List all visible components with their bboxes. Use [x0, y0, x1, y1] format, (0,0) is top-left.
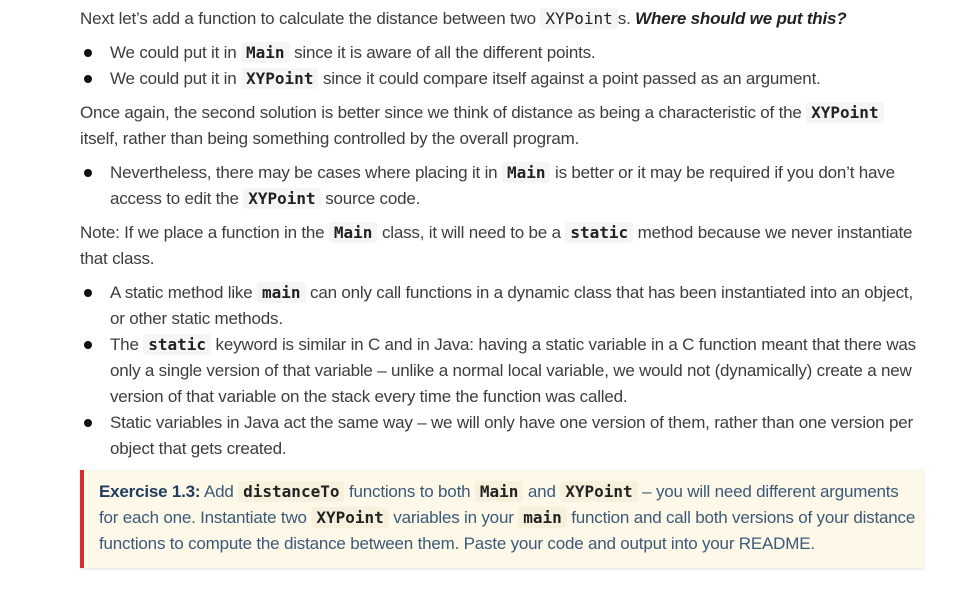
note-paragraph: Note: If we place a function in the Main class, it will need to be a static method because we never instantiate that class. [80, 223, 913, 268]
exercise-callout: Exercise 1.3: Add distanceTo functions to both Main and XYPoint – you will need different arguments for each one. Instantiate two XYPoint variables in your main function and call both versions of your distance functions to compute the distance between them. Paste your code and output into your README. [80, 470, 924, 568]
list-item: The static keyword is similar in C and in Java: having a static variable in a C function meant that there was only a single version of that variable – unlike a normal local variable, we would not (dynamically) create a new version of that variable on the stack every time the function was called. [110, 332, 924, 410]
intro-paragraph: Next let’s add a function to calculate the distance between two XYPoint s. Where should we put this? [80, 9, 847, 28]
list-item: We could put it in XYPoint since it could compare itself against a point passed as an argument. [110, 66, 924, 92]
exercise-label: Exercise 1.3: [99, 482, 201, 501]
nevertheless-list [80, 160, 924, 212]
list-item: Nevertheless, there may be cases where placing it in Main is better or it may be required if you don’t have access to edit the XYPoint source code. [110, 160, 924, 212]
options-list [80, 40, 924, 92]
code-xypoint: XYPoint [540, 8, 617, 29]
list-item: We could put it in Main since it is aware of all the different points. [110, 40, 924, 66]
question-text: Where should we put this? [635, 9, 847, 28]
again-paragraph: Once again, the second solution is better since we think of distance as being a characteristic of the XYPoint itself, rather than being something controlled by the overall program. [80, 100, 924, 152]
list-item: A static method like main can only call functions in a dynamic class that has been instantiated into an object, or other static methods. [110, 280, 924, 332]
static-list [80, 280, 924, 462]
list-item: Static variables in Java act the same way – we will only have one version of them, rather than one version per object that gets created. [110, 410, 924, 462]
